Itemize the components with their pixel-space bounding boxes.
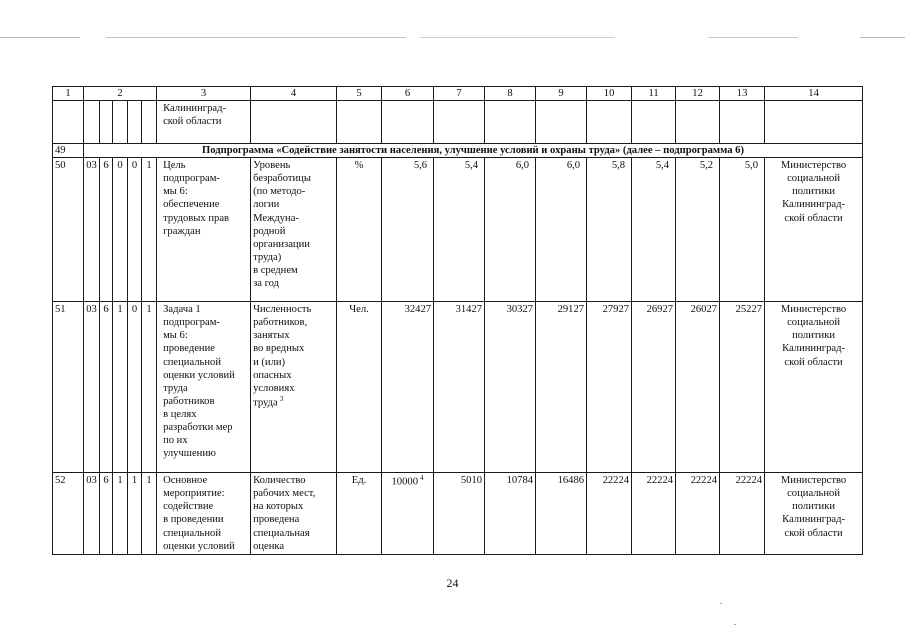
value-cell: 5,4 bbox=[434, 158, 485, 302]
table-row bbox=[53, 144, 863, 158]
goal-cell: Цель подпрограм- мы 6: обеспечение трудовых прав граждан bbox=[157, 158, 251, 302]
value-cell: 25227 bbox=[720, 302, 765, 473]
indicator-cell bbox=[251, 302, 337, 473]
responsible-cell bbox=[765, 101, 863, 144]
value-cell bbox=[676, 101, 720, 144]
unit-cell: Ед. bbox=[337, 473, 382, 555]
indicator-text: Численность работников, занятых во вредных и (или) опасных условиях труда bbox=[253, 304, 312, 409]
code-cell: 1 bbox=[113, 302, 128, 473]
responsible-cell: Министерство социальной политики Калининград- ской области bbox=[765, 158, 863, 302]
code-cell bbox=[84, 101, 100, 144]
value-cell: 31427 bbox=[434, 302, 485, 473]
code-cell: 0 bbox=[128, 302, 142, 473]
column-number: 13 bbox=[720, 87, 765, 101]
footnote-mark: 4 bbox=[420, 474, 424, 482]
column-number: 6 bbox=[382, 87, 434, 101]
row-number-cell bbox=[53, 101, 84, 144]
scan-artifact-line bbox=[708, 37, 798, 38]
column-number-row bbox=[53, 87, 863, 101]
goal-cell: Основное мероприятие: содействие в проведении специальной оценки условий bbox=[157, 473, 251, 555]
page-number: 24 bbox=[446, 576, 459, 590]
indicator-cell: Уровень безработицы (по методо- логии Междуна- родной организации труда) в среднем за год bbox=[251, 158, 337, 302]
value-cell bbox=[382, 473, 434, 555]
column-number: 14 bbox=[765, 87, 863, 101]
column-number: 9 bbox=[536, 87, 587, 101]
value-text: 10000 bbox=[391, 476, 418, 488]
indicators-table bbox=[52, 86, 863, 555]
value-cell bbox=[632, 101, 676, 144]
code-cell: 1 bbox=[142, 158, 157, 302]
column-number: 10 bbox=[587, 87, 632, 101]
code-cell: 1 bbox=[128, 473, 142, 555]
code-cell bbox=[113, 101, 128, 144]
indicator-cell bbox=[251, 101, 337, 144]
unit-cell: Чел. bbox=[337, 302, 382, 473]
column-number: 7 bbox=[434, 87, 485, 101]
value-cell: 22224 bbox=[587, 473, 632, 555]
scan-artifact-line bbox=[0, 37, 80, 38]
indicator-cell: Количество рабочих мест, на которых проведена специальная оценка bbox=[251, 473, 337, 555]
value-cell: 27927 bbox=[587, 302, 632, 473]
footnote-mark: 3 bbox=[279, 394, 284, 403]
value-cell: 5010 bbox=[434, 473, 485, 555]
value-cell bbox=[485, 101, 536, 144]
code-cell bbox=[128, 101, 142, 144]
value-cell: 10784 bbox=[485, 473, 536, 555]
table-row bbox=[53, 302, 863, 473]
value-cell: 5,4 bbox=[632, 158, 676, 302]
column-number: 8 bbox=[485, 87, 536, 101]
responsible-cell: Министерство социальной политики Калининград- ской области bbox=[765, 473, 863, 555]
responsible-cell: Министерство социальной политики Калининград- ской области bbox=[765, 302, 863, 473]
code-cell: 6 bbox=[100, 158, 113, 302]
code-cell: 0 bbox=[128, 158, 142, 302]
column-number: 2 bbox=[84, 87, 157, 101]
value-cell: 22224 bbox=[632, 473, 676, 555]
value-cell bbox=[720, 101, 765, 144]
code-cell: 03 bbox=[84, 473, 100, 555]
code-cell: 03 bbox=[84, 158, 100, 302]
value-cell: 16486 bbox=[536, 473, 587, 555]
scan-artifact-line bbox=[106, 37, 406, 38]
column-number: 5 bbox=[337, 87, 382, 101]
table-row bbox=[53, 101, 863, 144]
value-cell bbox=[434, 101, 485, 144]
goal-cell: Задача 1 подпрограм- мы 6: проведение специальной оценки условий труда работников в целях разработки мер по их улучшению bbox=[157, 302, 251, 473]
value-cell: 30327 bbox=[485, 302, 536, 473]
value-cell: 5,0 bbox=[720, 158, 765, 302]
value-cell: 5,6 bbox=[382, 158, 434, 302]
unit-cell: % bbox=[337, 158, 382, 302]
table-row bbox=[53, 473, 863, 555]
value-cell bbox=[536, 101, 587, 144]
code-cell: 1 bbox=[142, 302, 157, 473]
scan-artifact-line bbox=[860, 37, 905, 38]
column-number: 3 bbox=[157, 87, 251, 101]
code-cell: 6 bbox=[100, 302, 113, 473]
scan-artifact-line bbox=[420, 37, 615, 38]
code-cell bbox=[142, 101, 157, 144]
code-cell: 6 bbox=[100, 473, 113, 555]
row-number-cell: 51 bbox=[53, 302, 84, 473]
value-cell bbox=[587, 101, 632, 144]
value-cell: 22224 bbox=[676, 473, 720, 555]
code-cell: 0 bbox=[113, 158, 128, 302]
value-cell: 5,2 bbox=[676, 158, 720, 302]
code-cell: 1 bbox=[142, 473, 157, 555]
value-cell: 29127 bbox=[536, 302, 587, 473]
value-cell: 22224 bbox=[720, 473, 765, 555]
unit-cell bbox=[337, 101, 382, 144]
code-cell: 1 bbox=[113, 473, 128, 555]
column-number: 11 bbox=[632, 87, 676, 101]
value-cell: 32427 bbox=[382, 302, 434, 473]
column-number: 12 bbox=[676, 87, 720, 101]
row-number-cell: 52 bbox=[53, 473, 84, 555]
scan-speck bbox=[734, 624, 736, 625]
subprogram-title: Подпрограмма «Содействие занятости населения, улучшение условий и охраны труда» (далее – подпрограмма 6) bbox=[84, 144, 863, 158]
value-cell: 6,0 bbox=[485, 158, 536, 302]
table-row bbox=[53, 158, 863, 302]
row-number-cell: 50 bbox=[53, 158, 84, 302]
column-number: 4 bbox=[251, 87, 337, 101]
scan-speck bbox=[720, 603, 722, 604]
value-cell bbox=[382, 101, 434, 144]
code-cell: 03 bbox=[84, 302, 100, 473]
column-number: 1 bbox=[53, 87, 84, 101]
code-cell bbox=[100, 101, 113, 144]
value-cell: 26927 bbox=[632, 302, 676, 473]
goal-cell: Калининград- ской области bbox=[157, 101, 251, 144]
row-number-cell: 49 bbox=[53, 144, 84, 158]
value-cell: 6,0 bbox=[536, 158, 587, 302]
value-cell: 5,8 bbox=[587, 158, 632, 302]
value-cell: 26027 bbox=[676, 302, 720, 473]
